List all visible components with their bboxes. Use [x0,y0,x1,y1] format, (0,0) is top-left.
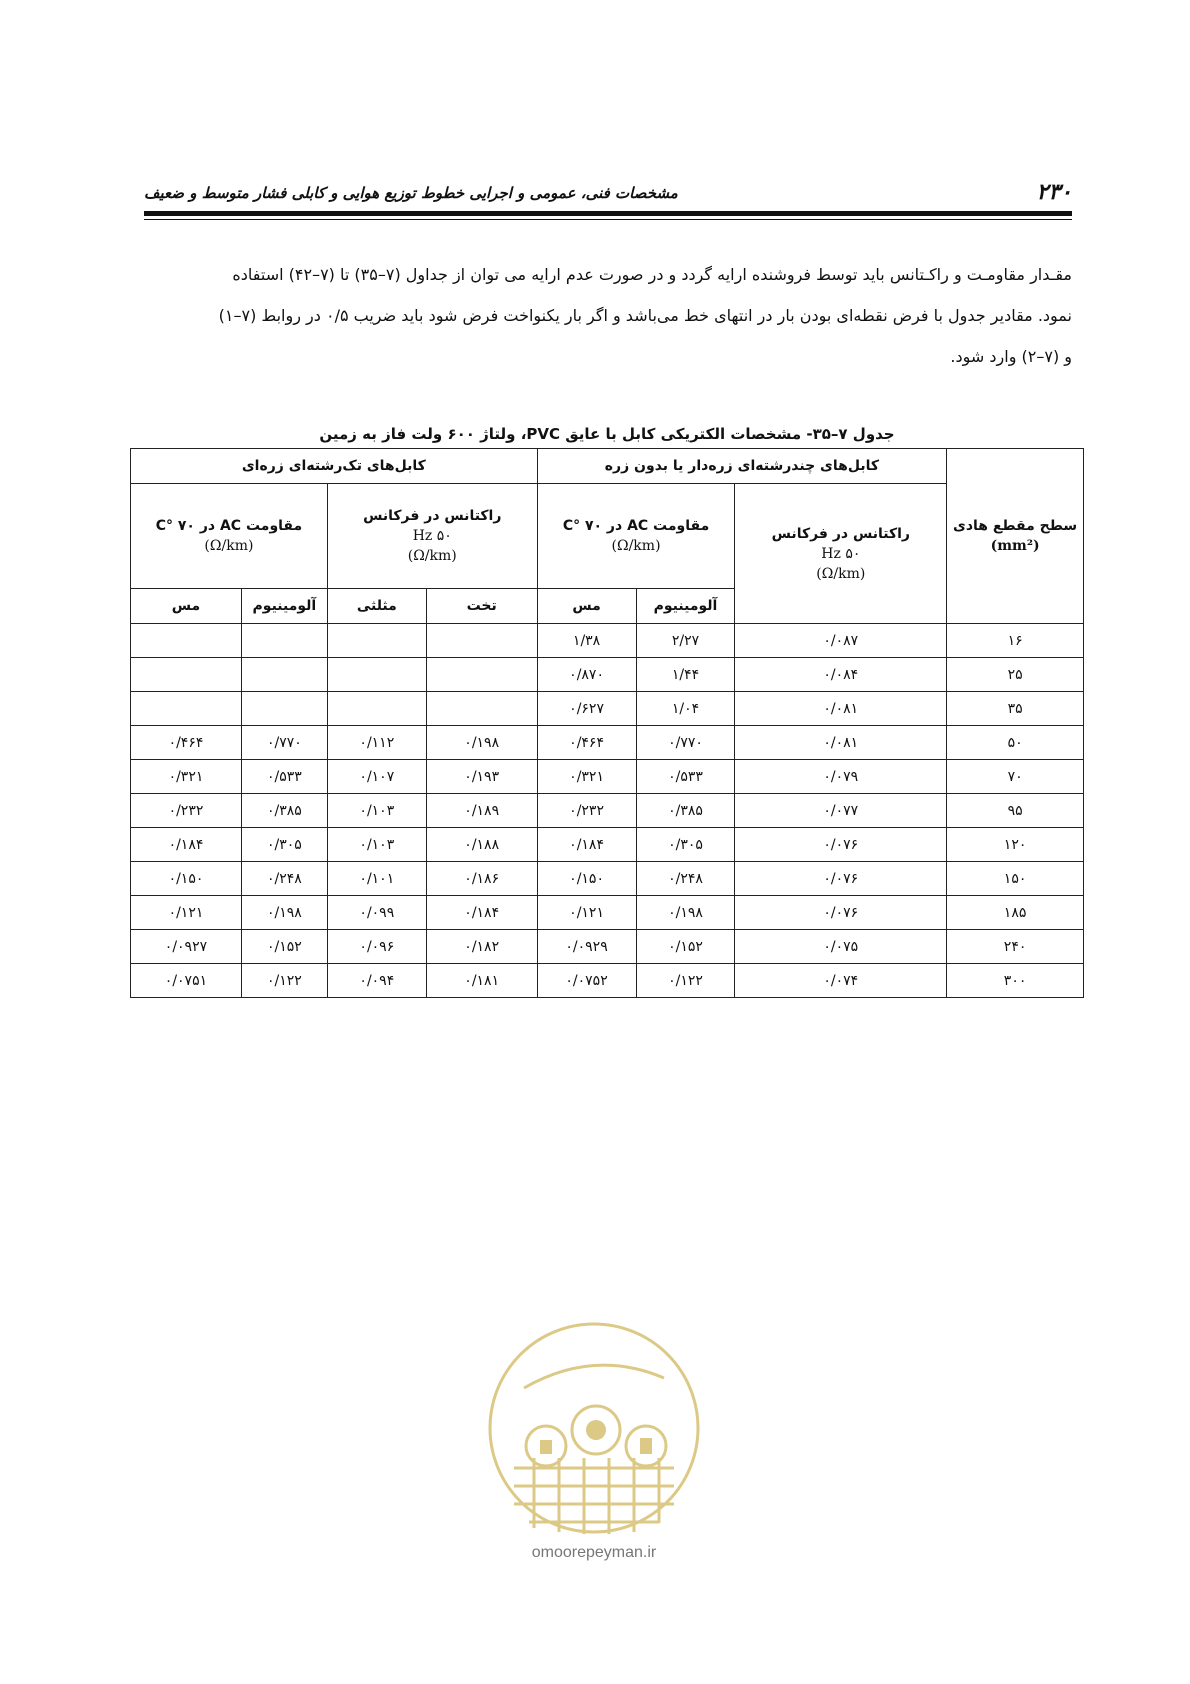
multi-resistance-header: مقاومت AC در ۷۰ °C (Ω/km) [537,484,735,589]
cell-r-single-cu [131,624,242,658]
section-header: سطح مقطع هادی (mm²) [947,449,1084,624]
cell-r-multi-cu: ۰/۱۵۰ [537,862,636,896]
cell-r-single-cu: ۰/۱۲۱ [131,896,242,930]
sub-header-flat: تخت [426,589,537,624]
cell-r-multi-al: ۰/۱۹۸ [636,896,735,930]
cell-x-flat: ۰/۱۸۸ [426,828,537,862]
cell-r-multi-cu: ۰/۴۶۴ [537,726,636,760]
cell-section: ۲۵ [947,658,1084,692]
cell-x-flat: ۰/۱۹۸ [426,726,537,760]
cell-r-multi-al: ۱/۰۴ [636,692,735,726]
cell-x-trefoil: ۰/۱۱۲ [327,726,426,760]
cell-x-multi: ۰/۰۷۷ [735,794,947,828]
cell-r-single-al: ۰/۳۰۵ [241,828,327,862]
cell-r-multi-cu: ۰/۳۲۱ [537,760,636,794]
cell-x-trefoil: ۰/۱۰۱ [327,862,426,896]
cell-r-single-cu: ۰/۳۲۱ [131,760,242,794]
cell-x-trefoil: ۰/۱۰۳ [327,794,426,828]
cell-x-flat [426,624,537,658]
table-row [131,760,1084,794]
cell-r-single-cu: ۰/۰۹۲۷ [131,930,242,964]
cell-x-multi: ۰/۰۷۶ [735,862,947,896]
table-row [131,794,1084,828]
cell-r-single-al: ۰/۲۴۸ [241,862,327,896]
table-row [131,930,1084,964]
cell-x-flat [426,692,537,726]
cell-x-flat: ۰/۱۹۳ [426,760,537,794]
cell-r-multi-cu: ۱/۳۸ [537,624,636,658]
cable-data-table [130,448,1084,998]
cell-r-single-cu: ۰/۲۳۲ [131,794,242,828]
table-row [131,828,1084,862]
cell-r-multi-al: ۲/۲۷ [636,624,735,658]
cell-r-single-al [241,692,327,726]
cell-section: ۷۰ [947,760,1084,794]
cell-x-flat [426,658,537,692]
multi-reactance-header: راکتانس در فرکانس ۵۰ Hz (Ω/km) [735,484,947,624]
running-title: مشخصات فنی، عمومی و اجرایی خطوط توزیع هوایی و کابلی فشار متوسط و ضعیف [144,184,678,202]
single-reactance-header: راکتانس در فرکانس ۵۰ Hz (Ω/km) [327,484,537,589]
paragraph-line: نمود. مقادیر جدول با فرض نقطه‌ای بودن بار در انتهای خط می‌باشد و اگر بار یکنواخت فرض شود باید ضریب ۰/۵ در روابط (۷–۱) [218,306,1072,325]
cell-x-trefoil: ۰/۱۰۷ [327,760,426,794]
cell-section: ۱۸۵ [947,896,1084,930]
cell-r-single-cu: ۰/۱۸۴ [131,828,242,862]
table-caption: جدول ۷–۳۵- مشخصات الکتریکی کابل با عایق PVC، ولتاژ ۶۰۰ ولت فاز به زمین [319,425,895,443]
body-paragraph [144,254,1072,377]
sub-header-copper: مس [537,589,636,624]
cell-r-multi-cu: ۰/۲۳۲ [537,794,636,828]
cell-section: ۵۰ [947,726,1084,760]
cell-x-multi: ۰/۰۷۶ [735,828,947,862]
cell-r-multi-al: ۰/۵۳۳ [636,760,735,794]
table-row [131,726,1084,760]
header-rule-thin [144,219,1072,220]
cell-x-multi: ۰/۰۷۹ [735,760,947,794]
cell-x-multi: ۰/۰۸۷ [735,624,947,658]
watermark-url: omoorepeyman.ir [531,1544,657,1561]
cell-section: ۱۵۰ [947,862,1084,896]
cell-x-flat: ۰/۱۸۹ [426,794,537,828]
cell-x-flat: ۰/۱۸۲ [426,930,537,964]
cell-r-single-cu: ۰/۰۷۵۱ [131,964,242,998]
cell-x-multi: ۰/۰۸۱ [735,692,947,726]
cell-section: ۳۰۰ [947,964,1084,998]
cell-r-multi-al: ۰/۷۷۰ [636,726,735,760]
table-row [131,658,1084,692]
cell-r-single-cu: ۰/۴۶۴ [131,726,242,760]
cell-r-single-al [241,658,327,692]
cell-x-trefoil: ۰/۱۰۳ [327,828,426,862]
cell-r-multi-cu: ۰/۱۲۱ [537,896,636,930]
sub-header-aluminum: آلومینیوم [241,589,327,624]
sub-header-aluminum: آلومینیوم [636,589,735,624]
cell-r-single-al: ۰/۳۸۵ [241,794,327,828]
cell-section: ۲۴۰ [947,930,1084,964]
cell-r-single-al: ۰/۱۹۸ [241,896,327,930]
header-rule-thick [144,211,1072,216]
cell-r-multi-al: ۰/۳۸۵ [636,794,735,828]
cell-r-multi-al: ۰/۳۰۵ [636,828,735,862]
cell-r-single-al [241,624,327,658]
cell-x-trefoil [327,624,426,658]
cell-x-trefoil: ۰/۰۹۹ [327,896,426,930]
cell-r-single-cu: ۰/۱۵۰ [131,862,242,896]
cell-r-multi-al: ۰/۲۴۸ [636,862,735,896]
paragraph-line: مقـدار مقاومـت و راکـتانس باید توسط فروشنده ارایه گردد و در صورت عدم ارایه می توان از جداول (۷–۳۵) تا (۷–۴۲) استفاده [232,265,1072,284]
table-row [131,862,1084,896]
cell-x-multi: ۰/۰۷۵ [735,930,947,964]
cell-x-multi: ۰/۰۷۴ [735,964,947,998]
cell-r-single-cu [131,658,242,692]
cell-r-multi-cu: ۰/۶۲۷ [537,692,636,726]
cell-x-trefoil: ۰/۰۹۴ [327,964,426,998]
cell-section: ۱۲۰ [947,828,1084,862]
sub-header-trefoil: مثلثی [327,589,426,624]
sub-header-copper: مس [131,589,242,624]
cell-section: ۳۵ [947,692,1084,726]
table-row [131,896,1084,930]
cell-section: ۹۵ [947,794,1084,828]
cell-r-multi-al: ۱/۴۴ [636,658,735,692]
table-row [131,692,1084,726]
cell-x-flat: ۰/۱۸۱ [426,964,537,998]
cell-x-multi: ۰/۰۷۶ [735,896,947,930]
cell-r-multi-cu: ۰/۰۷۵۲ [537,964,636,998]
cell-x-trefoil [327,692,426,726]
cell-r-single-cu [131,692,242,726]
cell-r-multi-al: ۰/۱۲۲ [636,964,735,998]
cell-r-single-al: ۰/۱۲۲ [241,964,327,998]
cell-x-trefoil [327,658,426,692]
group-multicore-header: کابل‌های چندرشته‌ای زره‌دار یا بدون زره [537,449,947,484]
table-row [131,624,1084,658]
cell-x-multi: ۰/۰۸۱ [735,726,947,760]
page-header [144,176,1072,206]
cell-r-multi-cu: ۰/۱۸۴ [537,828,636,862]
group-singlecore-header: کابل‌های تک‌رشته‌ای زره‌ای [131,449,538,484]
cell-r-single-al: ۰/۱۵۲ [241,930,327,964]
cell-r-single-al: ۰/۷۷۰ [241,726,327,760]
cell-x-flat: ۰/۱۸۶ [426,862,537,896]
page-number: ۲۳۰ [1036,180,1072,205]
cell-section: ۱۶ [947,624,1084,658]
single-resistance-header: مقاومت AC در ۷۰ °C (Ω/km) [131,484,328,589]
cell-r-multi-cu: ۰/۰۹۲۹ [537,930,636,964]
cell-r-multi-cu: ۰/۸۷۰ [537,658,636,692]
cell-x-flat: ۰/۱۸۴ [426,896,537,930]
cell-x-trefoil: ۰/۰۹۶ [327,930,426,964]
cell-r-single-al: ۰/۵۳۳ [241,760,327,794]
cell-r-multi-al: ۰/۱۵۲ [636,930,735,964]
cell-x-multi: ۰/۰۸۴ [735,658,947,692]
watermark-logo [484,1318,704,1538]
paragraph-line: و (۷–۲) وارد شود. [950,347,1072,366]
table-row [131,964,1084,998]
